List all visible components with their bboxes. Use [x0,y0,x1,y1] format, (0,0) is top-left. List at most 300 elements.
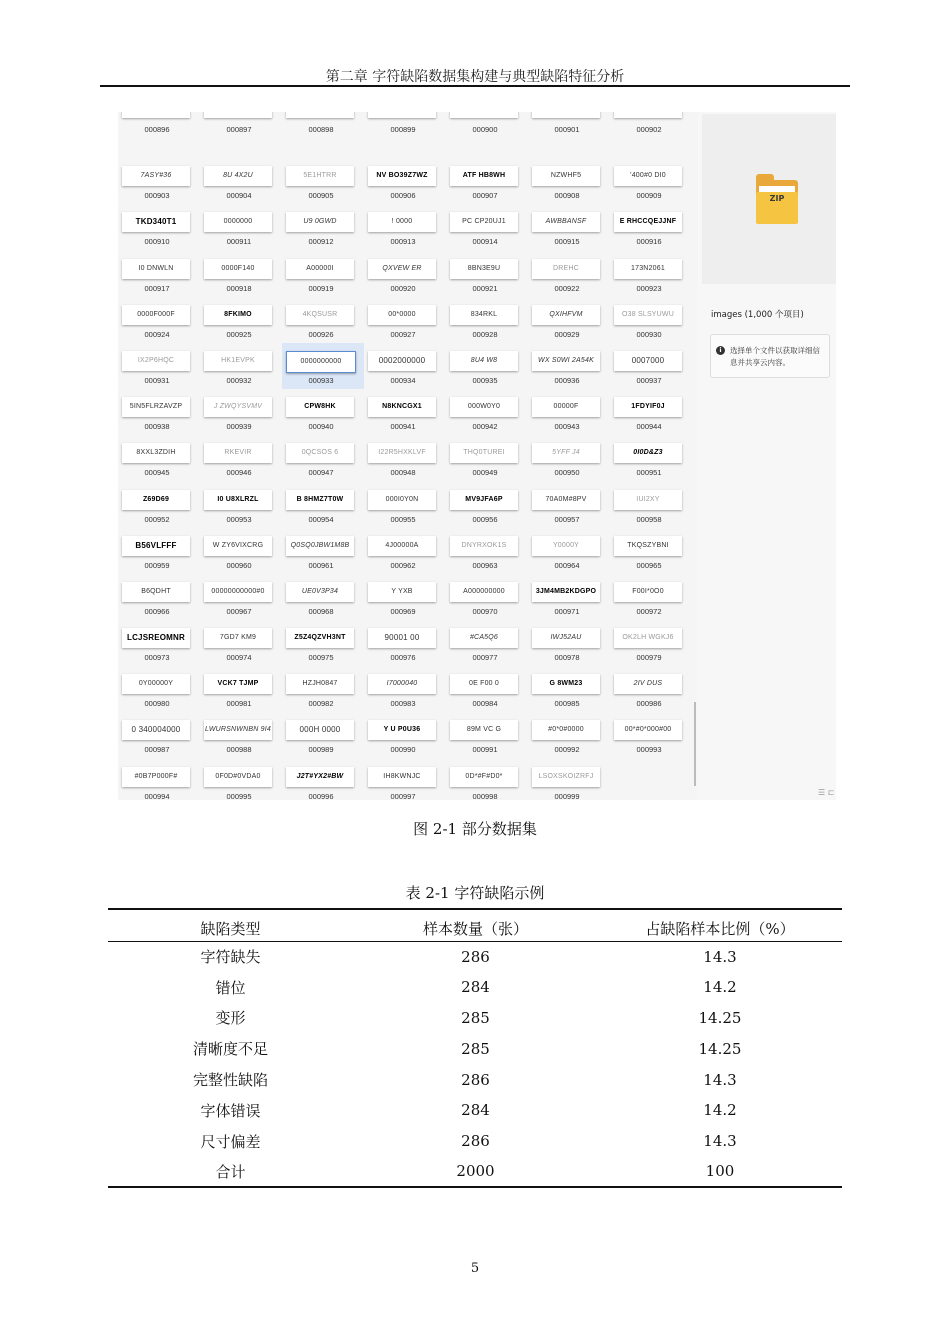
file-thumbnail[interactable]: 000I0Y0N [368,490,436,510]
file-thumbnail[interactable]: Z5Z4QZVH3NT [286,628,354,648]
file-tile[interactable] [200,528,282,574]
file-name: 000944 [636,422,662,432]
file-thumbnail[interactable]: NZWHF5 [532,166,600,186]
file-thumbnail[interactable]: LCJSREOMNR [122,628,190,648]
table-cell: 清晰度不足 [192,1040,268,1059]
file-thumbnail[interactable]: I0 DNWLN [122,259,190,279]
file-name: 000929 [554,329,580,339]
details-side-panel [698,112,836,800]
file-tile[interactable] [446,158,528,204]
file-name: 000949 [472,468,498,478]
file-name: 000992 [554,745,580,755]
file-thumbnail[interactable]: N8KNCGX1 [368,397,436,417]
file-tile[interactable] [282,389,364,435]
file-thumbnail[interactable]: O38 SLSYUWU [614,305,682,325]
file-tile[interactable] [200,759,282,800]
file-tile[interactable] [446,389,528,435]
file-thumbnail[interactable]: 0I0D&Z3 [614,443,682,463]
file-thumbnail[interactable]: MV9JFA6P [450,490,518,510]
file-name: 000915 [554,237,580,247]
file-thumbnail[interactable]: IUI2XY [614,490,682,510]
file-thumbnail[interactable]: 8BN3E9U [450,259,518,279]
file-tile[interactable] [528,712,610,758]
file-tile[interactable] [364,112,446,158]
file-tile[interactable] [446,666,528,712]
file-thumbnail[interactable]: UE0V3P34 [286,582,354,602]
file-thumbnail[interactable]: 5IN5FLRZAVZP [122,397,190,417]
file-thumbnail[interactable] [450,112,518,118]
file-thumbnail[interactable]: #0*0#0000 [532,720,600,740]
table-cell: 14.3 [703,1070,737,1089]
file-tile[interactable] [282,574,364,620]
file-tile[interactable] [446,251,528,297]
figure-caption: 图 2-1 部分数据集 [413,820,537,838]
file-tile[interactable] [364,574,446,620]
file-tile[interactable] [118,112,200,158]
table-caption: 表 2-1 字符缺陷示例 [405,884,545,902]
file-tile[interactable] [446,620,528,666]
file-thumbnail[interactable]: J2T#YX2#BW [286,767,354,787]
file-name: 000916 [636,237,662,247]
file-thumbnail[interactable]: THQ0TUREI [450,443,518,463]
file-thumbnail[interactable]: RKEVIR [204,443,272,463]
file-tile[interactable] [610,666,692,712]
file-tile[interactable] [118,620,200,666]
file-tile[interactable] [528,666,610,712]
file-thumbnail[interactable]: I0 U8XLRZL [204,490,272,510]
file-thumbnail[interactable]: 0007000 [614,351,682,371]
file-tile[interactable] [200,251,282,297]
file-name: 000979 [636,653,662,663]
table-cell: 284 [461,978,490,997]
file-tile[interactable] [118,666,200,712]
file-name: 000918 [226,283,252,293]
file-name: 000920 [390,283,416,293]
file-name: 000896 [144,125,170,134]
table-row [108,1126,842,1157]
table-row [108,972,842,1003]
file-thumbnail[interactable]: LWURSNWNBN 9I4 [204,720,272,740]
table-cell: 286 [461,1070,490,1089]
folder-preview [702,114,836,284]
file-name: 000999 [554,791,580,800]
file-name: 000968 [308,606,334,616]
file-tile[interactable] [200,297,282,343]
file-tile[interactable] [610,574,692,620]
file-tile[interactable] [446,112,528,158]
file-tile[interactable] [364,204,446,250]
file-tile[interactable] [528,389,610,435]
file-thumbnail[interactable]: 173N2061 [614,259,682,279]
file-thumbnail[interactable]: W ZY6VIXCRG [204,536,272,556]
file-name: 000945 [144,468,170,478]
file-thumbnail[interactable]: 0F0D#0VDA0 [204,767,272,787]
file-thumbnail[interactable]: '400#0 DI0 [614,166,682,186]
file-thumbnail[interactable]: 0E F00 0 [450,674,518,694]
scrollbar[interactable] [694,702,696,786]
file-tile[interactable] [364,528,446,574]
file-thumbnail[interactable]: 7ASY#36 [122,166,190,186]
file-name: 000946 [226,468,252,478]
file-name: 000930 [636,329,662,339]
file-name: 000951 [636,468,662,478]
file-name: 000982 [308,699,334,709]
file-name: 000964 [554,560,580,570]
file-thumbnail[interactable]: U9 0GWD [286,212,354,232]
file-name: 000986 [636,699,662,709]
file-tile[interactable] [364,759,446,800]
file-tile[interactable] [200,620,282,666]
file-name: 000978 [554,653,580,663]
file-name: 000995 [226,791,252,800]
file-thumbnail[interactable] [532,112,600,118]
file-thumbnail[interactable]: 00*0000 [368,305,436,325]
info-icon: i [716,346,725,355]
file-tile[interactable] [118,574,200,620]
file-name: 000913 [390,237,416,247]
file-thumbnail[interactable]: 8U4 W8 [450,351,518,371]
file-name: 000967 [226,606,252,616]
header-ratio: 占缺陷样本比例（%） [598,909,842,941]
file-tile[interactable] [118,343,200,389]
file-thumbnail[interactable]: 00*#0*000#00 [614,720,682,740]
file-tile[interactable] [446,482,528,528]
file-tile[interactable] [118,528,200,574]
file-tile[interactable] [610,389,692,435]
header-sample-count: 样本数量（张） [353,909,598,941]
file-tile[interactable] [364,620,446,666]
file-tile[interactable] [528,435,610,481]
file-thumbnail[interactable]: E RHCCQEJJNF [614,212,682,232]
file-thumbnail[interactable]: IWJ52AU [532,628,600,648]
file-thumbnail[interactable]: B6QDHT [122,582,190,602]
file-tile[interactable] [282,251,364,297]
file-tile[interactable] [528,158,610,204]
table-cell: 284 [461,1101,490,1120]
file-thumbnail[interactable]: 8FKIMO [204,305,272,325]
table-cell: 合计 [108,1157,353,1188]
file-thumbnail[interactable]: DREHC [532,259,600,279]
file-name: 000952 [144,514,170,524]
file-tile[interactable] [610,482,692,528]
file-tile[interactable] [200,158,282,204]
file-thumbnail[interactable]: TKD340T1 [122,212,190,232]
file-tile[interactable] [200,112,282,158]
file-tile[interactable] [282,620,364,666]
file-name: 000936 [554,375,580,385]
file-tile[interactable] [118,204,200,250]
file-name: 000973 [144,653,170,663]
file-thumbnail[interactable]: 0 340004000 [122,720,190,740]
file-thumbnail[interactable] [122,112,190,118]
file-name: 000898 [308,125,334,134]
file-tile[interactable] [446,343,528,389]
file-thumbnail[interactable]: 4KQSUSR [286,305,354,325]
file-name: 000903 [144,191,170,201]
file-tile[interactable] [610,204,692,250]
file-thumbnail[interactable]: 3JM4MB2KDGPO [532,582,600,602]
header-defect-type: 缺陷类型 [108,909,353,941]
file-tile[interactable] [200,204,282,250]
file-thumbnail[interactable]: 8XXL3ZDIH [122,443,190,463]
file-name: 000957 [554,514,580,524]
file-tile[interactable] [118,435,200,481]
file-tile[interactable] [200,574,282,620]
file-tile[interactable] [200,389,282,435]
file-name: 000923 [636,283,662,293]
file-thumbnail[interactable]: Z69D69 [122,490,190,510]
info-box [710,334,830,378]
file-tile[interactable] [282,435,364,481]
file-thumbnail[interactable]: 5YFF J4 [532,443,600,463]
file-thumbnail[interactable]: 90001 00 [368,628,436,648]
file-tile[interactable] [446,204,528,250]
file-thumbnail[interactable]: IX2P6HQC [122,351,190,371]
file-thumbnail[interactable]: VCK7 TJMP [204,674,272,694]
file-tile[interactable] [610,251,692,297]
file-thumbnail[interactable]: WX S0WI 2A54K [532,351,600,371]
file-thumbnail[interactable]: CPW8HK [286,397,354,417]
file-tile[interactable] [200,435,282,481]
file-name: 000997 [390,791,416,800]
file-name: 000963 [472,560,498,570]
file-thumbnail[interactable]: 8U 4X2U [204,166,272,186]
file-tile[interactable] [282,297,364,343]
file-thumbnail[interactable]: 00000000000#0 [204,582,272,602]
file-thumbnail[interactable]: 0Y00000Y [122,674,190,694]
file-thumbnail[interactable]: 70A0M#8PV [532,490,600,510]
file-tile[interactable] [610,158,692,204]
file-thumbnail[interactable]: QXVEW ER [368,259,436,279]
defect-table [108,908,842,1188]
file-name: 000940 [308,422,334,432]
file-thumbnail[interactable]: I7000040 [368,674,436,694]
file-tile[interactable] [200,482,282,528]
file-thumbnail[interactable]: 89M VC G [450,720,518,740]
file-thumbnail[interactable]: B56VLFFF [122,536,190,556]
file-name: 000926 [308,329,334,339]
file-thumbnail[interactable]: Y YXB [368,582,436,602]
file-thumbnail[interactable]: TKQSZYBNI [614,536,682,556]
file-tile[interactable] [118,251,200,297]
file-thumbnail[interactable]: PC CP20UJ1 [450,212,518,232]
file-name: 000972 [636,606,662,616]
file-name: 000981 [226,699,252,709]
file-tile[interactable] [118,712,200,758]
file-tile[interactable] [364,158,446,204]
file-name: 000984 [472,699,498,709]
file-thumbnail[interactable]: LSOXSKOIZRFJ [532,767,600,787]
file-tile[interactable] [282,759,364,800]
file-thumbnail[interactable]: 0000000000 [286,351,356,373]
file-tile[interactable] [118,297,200,343]
file-tile[interactable] [364,297,446,343]
file-name: 000941 [390,422,416,432]
file-tile[interactable] [282,712,364,758]
file-tile[interactable] [528,297,610,343]
file-name: 000971 [554,606,580,616]
file-tile[interactable] [446,759,528,800]
file-tile[interactable] [282,482,364,528]
file-tile[interactable] [610,297,692,343]
file-tile[interactable] [610,435,692,481]
file-tile[interactable] [118,158,200,204]
file-thumbnail[interactable]: 0QCSOS 6 [286,443,354,463]
file-tile[interactable] [446,712,528,758]
file-tile[interactable] [610,112,692,158]
file-thumbnail[interactable]: OK2LH WGKJ6 [614,628,682,648]
file-name: 000910 [144,237,170,247]
file-thumbnail-grid [118,112,692,800]
table-row [108,941,842,972]
file-tile[interactable] [364,343,446,389]
file-thumbnail[interactable]: I22R5HXKLVF [368,443,436,463]
file-tile[interactable] [364,666,446,712]
file-tile[interactable] [528,204,610,250]
file-thumbnail[interactable]: AWBBANSF [532,212,600,232]
file-name: 000908 [554,191,580,201]
file-name: 000901 [554,125,580,134]
file-tile[interactable] [200,343,282,389]
file-thumbnail[interactable]: 000W0Y0 [450,397,518,417]
file-tile[interactable] [118,482,200,528]
file-tile[interactable] [364,712,446,758]
file-tile[interactable] [200,712,282,758]
file-name: 000994 [144,791,170,800]
table-row [108,1095,842,1126]
file-name: 000934 [390,375,416,385]
file-thumbnail[interactable] [614,112,682,118]
file-name: 000969 [390,606,416,616]
file-tile[interactable] [528,343,610,389]
file-tile[interactable] [282,343,364,389]
file-tile[interactable] [528,620,610,666]
file-tile[interactable] [364,389,446,435]
file-thumbnail[interactable]: A00000I [286,259,354,279]
table-cell: 2000 [353,1157,598,1188]
file-thumbnail[interactable]: 0000F000F [122,305,190,325]
file-thumbnail[interactable]: J ZWQYSVMV [204,397,272,417]
file-tile[interactable] [528,528,610,574]
file-tile[interactable] [200,666,282,712]
file-name: 000942 [472,422,498,432]
file-name: 000985 [554,699,580,709]
file-tile[interactable] [282,158,364,204]
file-thumbnail[interactable]: 0000F140 [204,259,272,279]
file-thumbnail[interactable]: A000000000 [450,582,518,602]
file-thumbnail[interactable]: NV BO39Z7WZ [368,166,436,186]
file-thumbnail[interactable] [286,112,354,118]
file-name: 000956 [472,514,498,524]
file-tile[interactable] [364,435,446,481]
table-cell: 285 [461,1008,490,1027]
file-tile[interactable] [118,759,200,800]
table-cell: 14.3 [703,947,737,966]
file-thumbnail[interactable] [368,112,436,118]
file-thumbnail[interactable]: Y U P0U36 [368,720,436,740]
file-tile[interactable] [610,712,692,758]
file-thumbnail[interactable]: Q0SQ0JBW1M8B [286,536,354,556]
file-tile[interactable] [446,297,528,343]
file-thumbnail[interactable]: 0002000000 [368,351,436,371]
file-thumbnail[interactable]: ATF HB8WH [450,166,518,186]
file-thumbnail[interactable]: 000H 0000 [286,720,354,740]
header-rule [100,85,850,87]
file-thumbnail[interactable]: 0000000 [204,212,272,232]
file-thumbnail[interactable]: 1FDYIF0J [614,397,682,417]
file-name: 000925 [226,329,252,339]
table-cell: 字符缺失 [200,948,261,967]
file-tile[interactable] [282,204,364,250]
file-tile[interactable] [610,620,692,666]
file-name: 000917 [144,283,170,293]
file-tile[interactable] [118,389,200,435]
file-thumbnail[interactable]: Y0000Y [532,536,600,556]
file-tile[interactable] [446,435,528,481]
file-tile[interactable] [446,574,528,620]
file-name: 000983 [390,699,416,709]
table-cell: 14.2 [703,978,737,997]
table-cell: 错位 [215,978,246,997]
dataset-screenshot-figure [118,112,836,800]
file-thumbnail[interactable]: 834RKL [450,305,518,325]
folder-label: ZIP [769,194,785,203]
file-tile[interactable] [446,528,528,574]
file-thumbnail[interactable]: QXIHFVM [532,305,600,325]
file-thumbnail[interactable]: 4J00000A [368,536,436,556]
file-name: 000990 [390,745,416,755]
file-tile[interactable] [610,528,692,574]
file-name: 000958 [636,514,662,524]
file-thumbnail[interactable]: HK1EVPK [204,351,272,371]
file-name: 000991 [472,745,498,755]
file-thumbnail[interactable]: 7GD7 KM9 [204,628,272,648]
file-thumbnail[interactable]: G 8WM23 [532,674,600,694]
file-tile[interactable] [282,112,364,158]
file-thumbnail[interactable]: HZJH0847 [286,674,354,694]
file-tile[interactable] [528,251,610,297]
file-thumbnail[interactable]: DNYRXOK1S [450,536,518,556]
view-toggle-icon[interactable]: ☰ ⊏ [818,788,835,797]
file-tile[interactable] [364,251,446,297]
file-tile[interactable] [528,759,610,800]
file-thumbnail[interactable]: #0B7P000F# [122,767,190,787]
file-thumbnail[interactable]: 0D*#F#D0* [450,767,518,787]
file-name: 000977 [472,653,498,663]
file-thumbnail[interactable]: IH8KWNJC [368,767,436,787]
file-tile[interactable] [282,666,364,712]
file-thumbnail[interactable]: B 8HMZ7T0W [286,490,354,510]
file-tile[interactable] [528,112,610,158]
file-thumbnail[interactable]: 2IV DUS [614,674,682,694]
file-thumbnail[interactable]: F00I*0O0 [614,582,682,602]
file-tile[interactable] [528,482,610,528]
table-cell: 变形 [215,1009,246,1028]
file-name: 000988 [226,745,252,755]
file-tile[interactable] [282,528,364,574]
file-name: 000922 [554,283,580,293]
file-tile[interactable] [610,343,692,389]
file-tile[interactable] [528,574,610,620]
file-thumbnail[interactable]: ! 0000 [368,212,436,232]
file-name: 000954 [308,514,334,524]
file-thumbnail[interactable]: #CA5Q6 [450,628,518,648]
file-name: 000975 [308,653,334,663]
file-tile[interactable] [364,482,446,528]
file-thumbnail[interactable]: 5E1HTRR [286,166,354,186]
file-thumbnail[interactable] [204,112,272,118]
file-thumbnail[interactable]: 00000F [532,397,600,417]
